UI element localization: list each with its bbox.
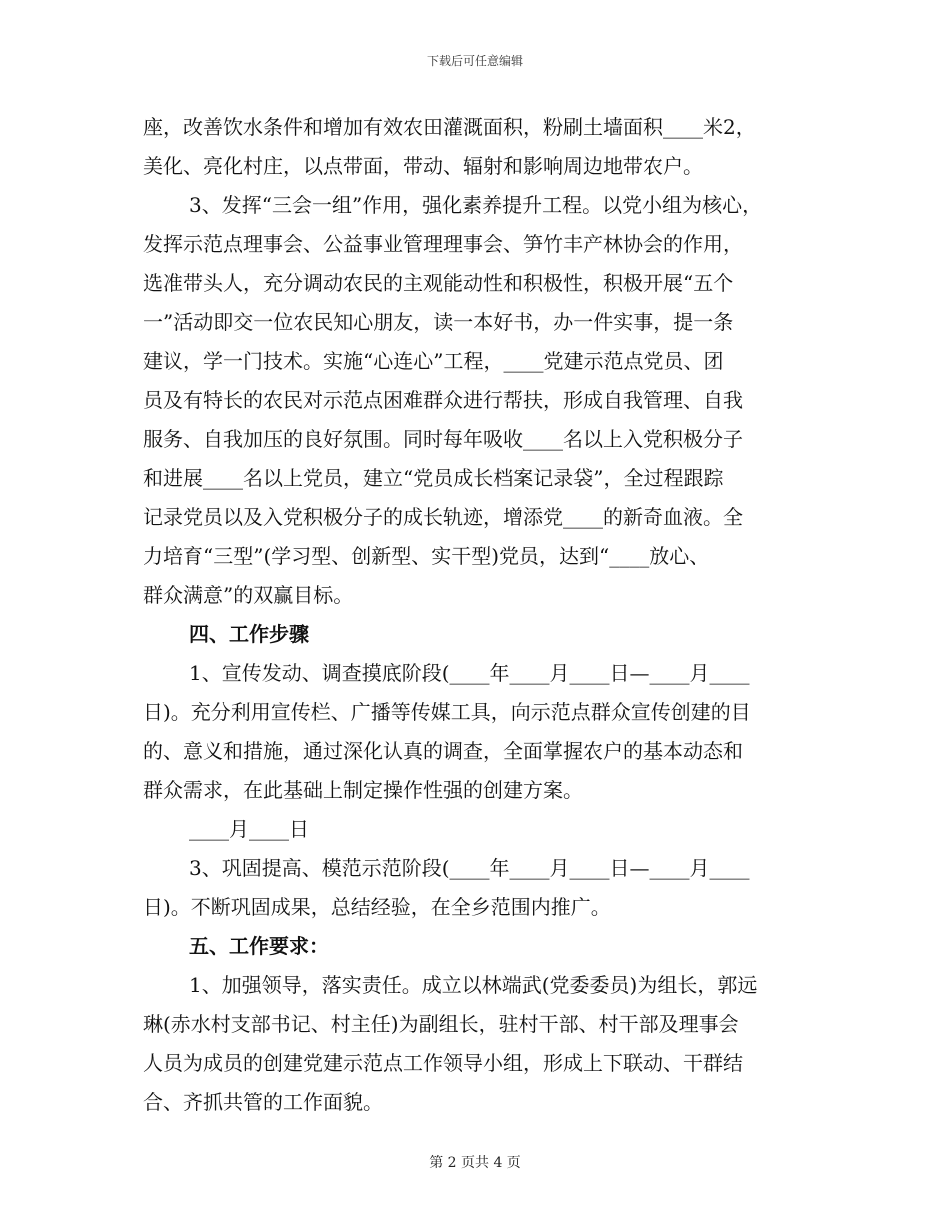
text-line: 群众需求，在此基础上制定操作性强的创建方案。 xyxy=(143,778,583,802)
text-line: 力培育“三型”(学习型、创新型、实干型)党员，达到“____放心、 xyxy=(143,544,710,568)
text-line: 群众满意”的双赢目标。 xyxy=(143,583,354,607)
text-line: 日)。不断巩固成果，总结经验，在全乡范围内推广。 xyxy=(143,895,611,919)
section-heading: 四、工作步骤 xyxy=(189,622,309,646)
section-heading: 五、工作要求： xyxy=(189,934,329,958)
text-line: 日)。充分利用宣传栏、广播等传媒工具，向示范点群众宣传创建的目 xyxy=(143,700,751,724)
text-line: 美化、亮化村庄，以点带面，带动、辐射和影响周边地带农户。 xyxy=(143,154,703,178)
text-line: 员及有特长的农民对示范点困难群众进行帮扶，形成自我管理、自我 xyxy=(143,388,743,412)
text-line: 建议，学一门技术。实施“心连心”工程，____党建示范点党员、团 xyxy=(143,349,724,373)
paragraph-start-line: ____月____日 xyxy=(189,817,309,841)
text-line: 发挥示范点理事会、公益事业管理理事会、笋竹丰产林协会的作用， xyxy=(143,232,743,256)
document-body xyxy=(143,108,823,1122)
paragraph-start-line: 3、发挥“三会一组”作用，强化素养提升工程。以党小组为核心， xyxy=(189,193,763,217)
text-line: 座，改善饮水条件和增加有效农田灌溉面积，粉刷土墙面积____米2， xyxy=(143,115,756,139)
text-line: 记录党员以及入党积极分子的成长轨迹，增添党____的新奇血液。全 xyxy=(143,505,743,529)
page-header: 下载后可任意编辑 xyxy=(426,54,523,68)
page-footer: 第 2 页共 4 页 xyxy=(429,1155,521,1171)
text-line: 一”活动即交一位农民知心朋友，读一本好书，办一件实事，提一条 xyxy=(143,310,734,334)
paragraph-start-line: 1、宣传发动、调查摸底阶段(____年____月____日—____月____ xyxy=(189,661,750,685)
text-line: 琳(赤水村支部书记、村主任)为副组长，驻村干部、村干部及理事会 xyxy=(143,1012,739,1036)
text-line: 人员为成员的创建党建示范点工作领导小组，形成上下联动、干群结 xyxy=(143,1051,743,1075)
text-line: 合、齐抓共管的工作面貌。 xyxy=(143,1090,383,1114)
paragraph-start-line: 1、加强领导，落实责任。成立以林端武(党委委员)为组长，郭远 xyxy=(189,973,758,997)
text-line: 和进展____名以上党员，建立“党员成长档案记录袋”，全过程跟踪 xyxy=(143,466,724,490)
paragraph-start-line: 3、巩固提高、模范示范阶段(____年____月____日—____月____ xyxy=(189,856,750,880)
text-line: 的、意义和措施，通过深化认真的调查，全面掌握农户的基本动态和 xyxy=(143,739,743,763)
text-line: 选准带头人，充分调动农民的主观能动性和积极性，积极开展“五个 xyxy=(143,271,734,295)
text-line: 服务、自我加压的良好氛围。同时每年吸收____名以上入党积极分子 xyxy=(143,427,743,451)
